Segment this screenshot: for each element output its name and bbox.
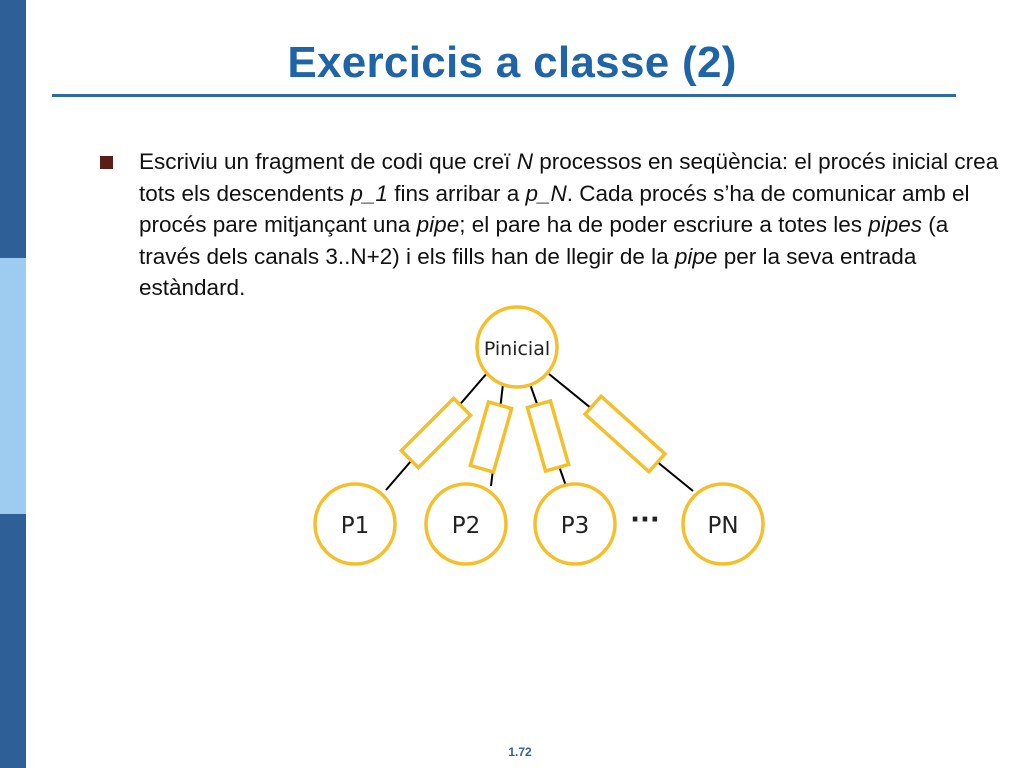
ellipsis-label: ··· [630, 505, 660, 535]
text-segment-italic: p_1 [350, 180, 388, 206]
pipe-p2 [470, 402, 511, 472]
slide-title: Exercicis a classe (2) [287, 38, 737, 87]
node-root-label: Pinicial [483, 338, 551, 360]
node-pn-label: PN [707, 513, 739, 539]
node-p2-label: P2 [451, 513, 481, 539]
text-segment: . Cada procés s’ha de comunicar amb el procés pare mitjançant una [139, 180, 970, 237]
node-p1-label: P1 [340, 513, 370, 539]
page-number: 1.72 [508, 745, 532, 759]
text-segment: fins arribar a [387, 180, 526, 206]
text-segment: Escriviu un fragment de codi que creï [139, 149, 517, 174]
pipe-p3 [527, 401, 568, 471]
pipe-p1 [401, 398, 470, 467]
text-segment-italic: pipes [868, 212, 923, 237]
text-segment: per la seva entrada estàndard. [139, 243, 917, 300]
text-segment: (a través dels canals 3..N+2) i els fills han de llegir de la [139, 212, 949, 269]
text-segment: processos en seqüència: el procés inicial crea tots els descendents [139, 149, 999, 206]
node-p3-label: P3 [560, 513, 590, 539]
text-segment-italic: p_N [525, 180, 567, 206]
text-segment-italic: pipe [674, 243, 718, 269]
text-segment-italic: N [516, 149, 533, 174]
pipe-pn [585, 396, 665, 471]
text-segment: ; el pare ha de poder escriure a totes les [459, 212, 869, 237]
text-segment-italic: pipe [416, 212, 460, 237]
